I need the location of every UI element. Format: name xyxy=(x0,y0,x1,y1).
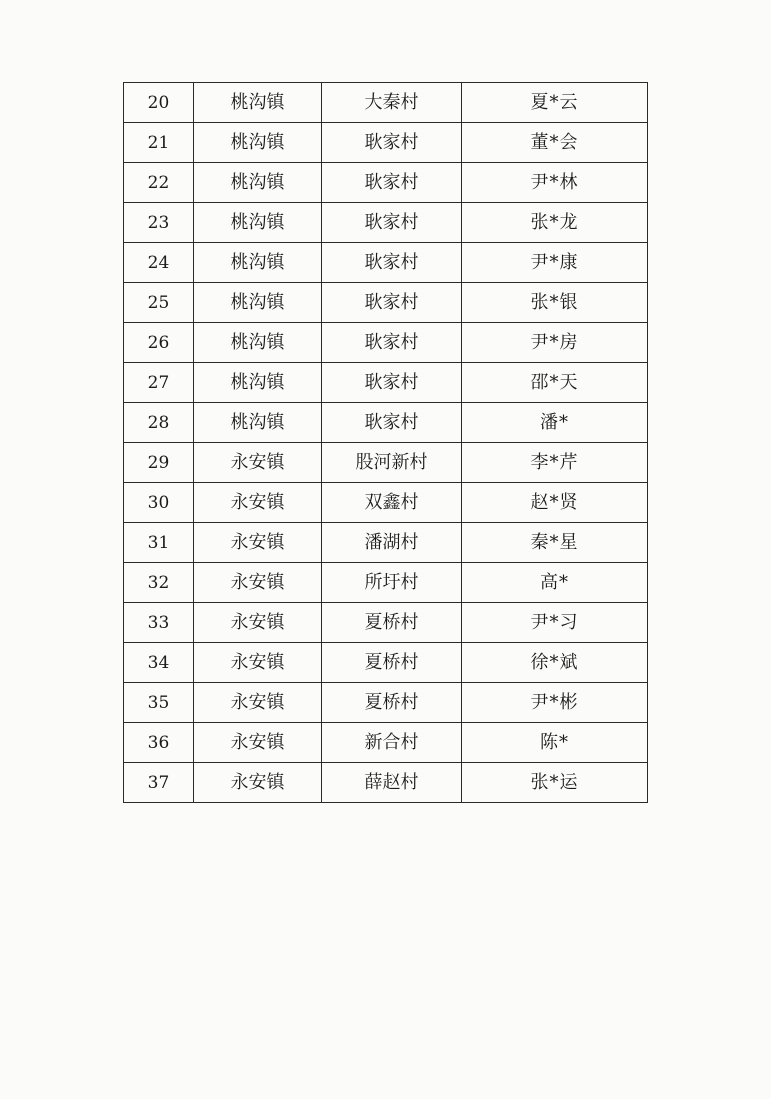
town-cell: 桃沟镇 xyxy=(194,83,322,123)
village-cell: 耿家村 xyxy=(322,243,462,283)
roster-table-body xyxy=(124,83,648,803)
table-row xyxy=(124,83,648,123)
row-number: 35 xyxy=(124,683,194,723)
name-cell: 夏*云 xyxy=(462,83,648,123)
town-cell: 永安镇 xyxy=(194,643,322,683)
village-cell: 耿家村 xyxy=(322,203,462,243)
name-cell: 董*会 xyxy=(462,123,648,163)
name-cell: 高* xyxy=(462,563,648,603)
name-cell: 张*龙 xyxy=(462,203,648,243)
row-number: 25 xyxy=(124,283,194,323)
town-cell: 永安镇 xyxy=(194,443,322,483)
village-cell: 耿家村 xyxy=(322,283,462,323)
name-cell: 张*银 xyxy=(462,283,648,323)
town-cell: 永安镇 xyxy=(194,563,322,603)
row-number: 23 xyxy=(124,203,194,243)
village-cell: 耿家村 xyxy=(322,123,462,163)
table-row xyxy=(124,363,648,403)
row-number: 24 xyxy=(124,243,194,283)
town-cell: 桃沟镇 xyxy=(194,243,322,283)
name-cell: 尹*彬 xyxy=(462,683,648,723)
town-cell: 桃沟镇 xyxy=(194,323,322,363)
village-cell: 夏桥村 xyxy=(322,643,462,683)
row-number: 31 xyxy=(124,523,194,563)
row-number: 28 xyxy=(124,403,194,443)
table-row xyxy=(124,603,648,643)
village-cell: 股河新村 xyxy=(322,443,462,483)
table-row xyxy=(124,483,648,523)
name-cell: 潘* xyxy=(462,403,648,443)
table-row xyxy=(124,403,648,443)
village-cell: 耿家村 xyxy=(322,323,462,363)
town-cell: 永安镇 xyxy=(194,603,322,643)
town-cell: 桃沟镇 xyxy=(194,203,322,243)
table-row xyxy=(124,643,648,683)
name-cell: 尹*康 xyxy=(462,243,648,283)
table-row xyxy=(124,123,648,163)
table-row xyxy=(124,203,648,243)
town-cell: 桃沟镇 xyxy=(194,363,322,403)
village-cell: 耿家村 xyxy=(322,363,462,403)
town-cell: 桃沟镇 xyxy=(194,123,322,163)
town-cell: 桃沟镇 xyxy=(194,163,322,203)
row-number: 27 xyxy=(124,363,194,403)
town-cell: 永安镇 xyxy=(194,723,322,763)
village-cell: 薛赵村 xyxy=(322,763,462,803)
village-cell: 潘湖村 xyxy=(322,523,462,563)
town-cell: 桃沟镇 xyxy=(194,283,322,323)
town-cell: 永安镇 xyxy=(194,483,322,523)
town-cell: 桃沟镇 xyxy=(194,403,322,443)
row-number: 26 xyxy=(124,323,194,363)
table-row xyxy=(124,443,648,483)
village-cell: 耿家村 xyxy=(322,403,462,443)
name-cell: 尹*习 xyxy=(462,603,648,643)
name-cell: 尹*林 xyxy=(462,163,648,203)
name-cell: 张*运 xyxy=(462,763,648,803)
name-cell: 陈* xyxy=(462,723,648,763)
row-number: 20 xyxy=(124,83,194,123)
village-cell: 夏桥村 xyxy=(322,603,462,643)
name-cell: 李*芹 xyxy=(462,443,648,483)
row-number: 33 xyxy=(124,603,194,643)
table-row xyxy=(124,763,648,803)
town-cell: 永安镇 xyxy=(194,683,322,723)
table-row xyxy=(124,723,648,763)
roster-table xyxy=(123,82,648,803)
table-row xyxy=(124,563,648,603)
village-cell: 耿家村 xyxy=(322,163,462,203)
name-cell: 徐*斌 xyxy=(462,643,648,683)
row-number: 32 xyxy=(124,563,194,603)
table-row xyxy=(124,683,648,723)
village-cell: 双鑫村 xyxy=(322,483,462,523)
table-row xyxy=(124,523,648,563)
village-cell: 新合村 xyxy=(322,723,462,763)
town-cell: 永安镇 xyxy=(194,523,322,563)
name-cell: 尹*房 xyxy=(462,323,648,363)
row-number: 34 xyxy=(124,643,194,683)
table-row xyxy=(124,163,648,203)
row-number: 36 xyxy=(124,723,194,763)
row-number: 21 xyxy=(124,123,194,163)
table-row xyxy=(124,283,648,323)
name-cell: 赵*贤 xyxy=(462,483,648,523)
name-cell: 秦*星 xyxy=(462,523,648,563)
name-cell: 邵*天 xyxy=(462,363,648,403)
village-cell: 大秦村 xyxy=(322,83,462,123)
row-number: 29 xyxy=(124,443,194,483)
village-cell: 所圩村 xyxy=(322,563,462,603)
row-number: 22 xyxy=(124,163,194,203)
village-cell: 夏桥村 xyxy=(322,683,462,723)
table-row xyxy=(124,323,648,363)
row-number: 30 xyxy=(124,483,194,523)
town-cell: 永安镇 xyxy=(194,763,322,803)
table-row xyxy=(124,243,648,283)
row-number: 37 xyxy=(124,763,194,803)
